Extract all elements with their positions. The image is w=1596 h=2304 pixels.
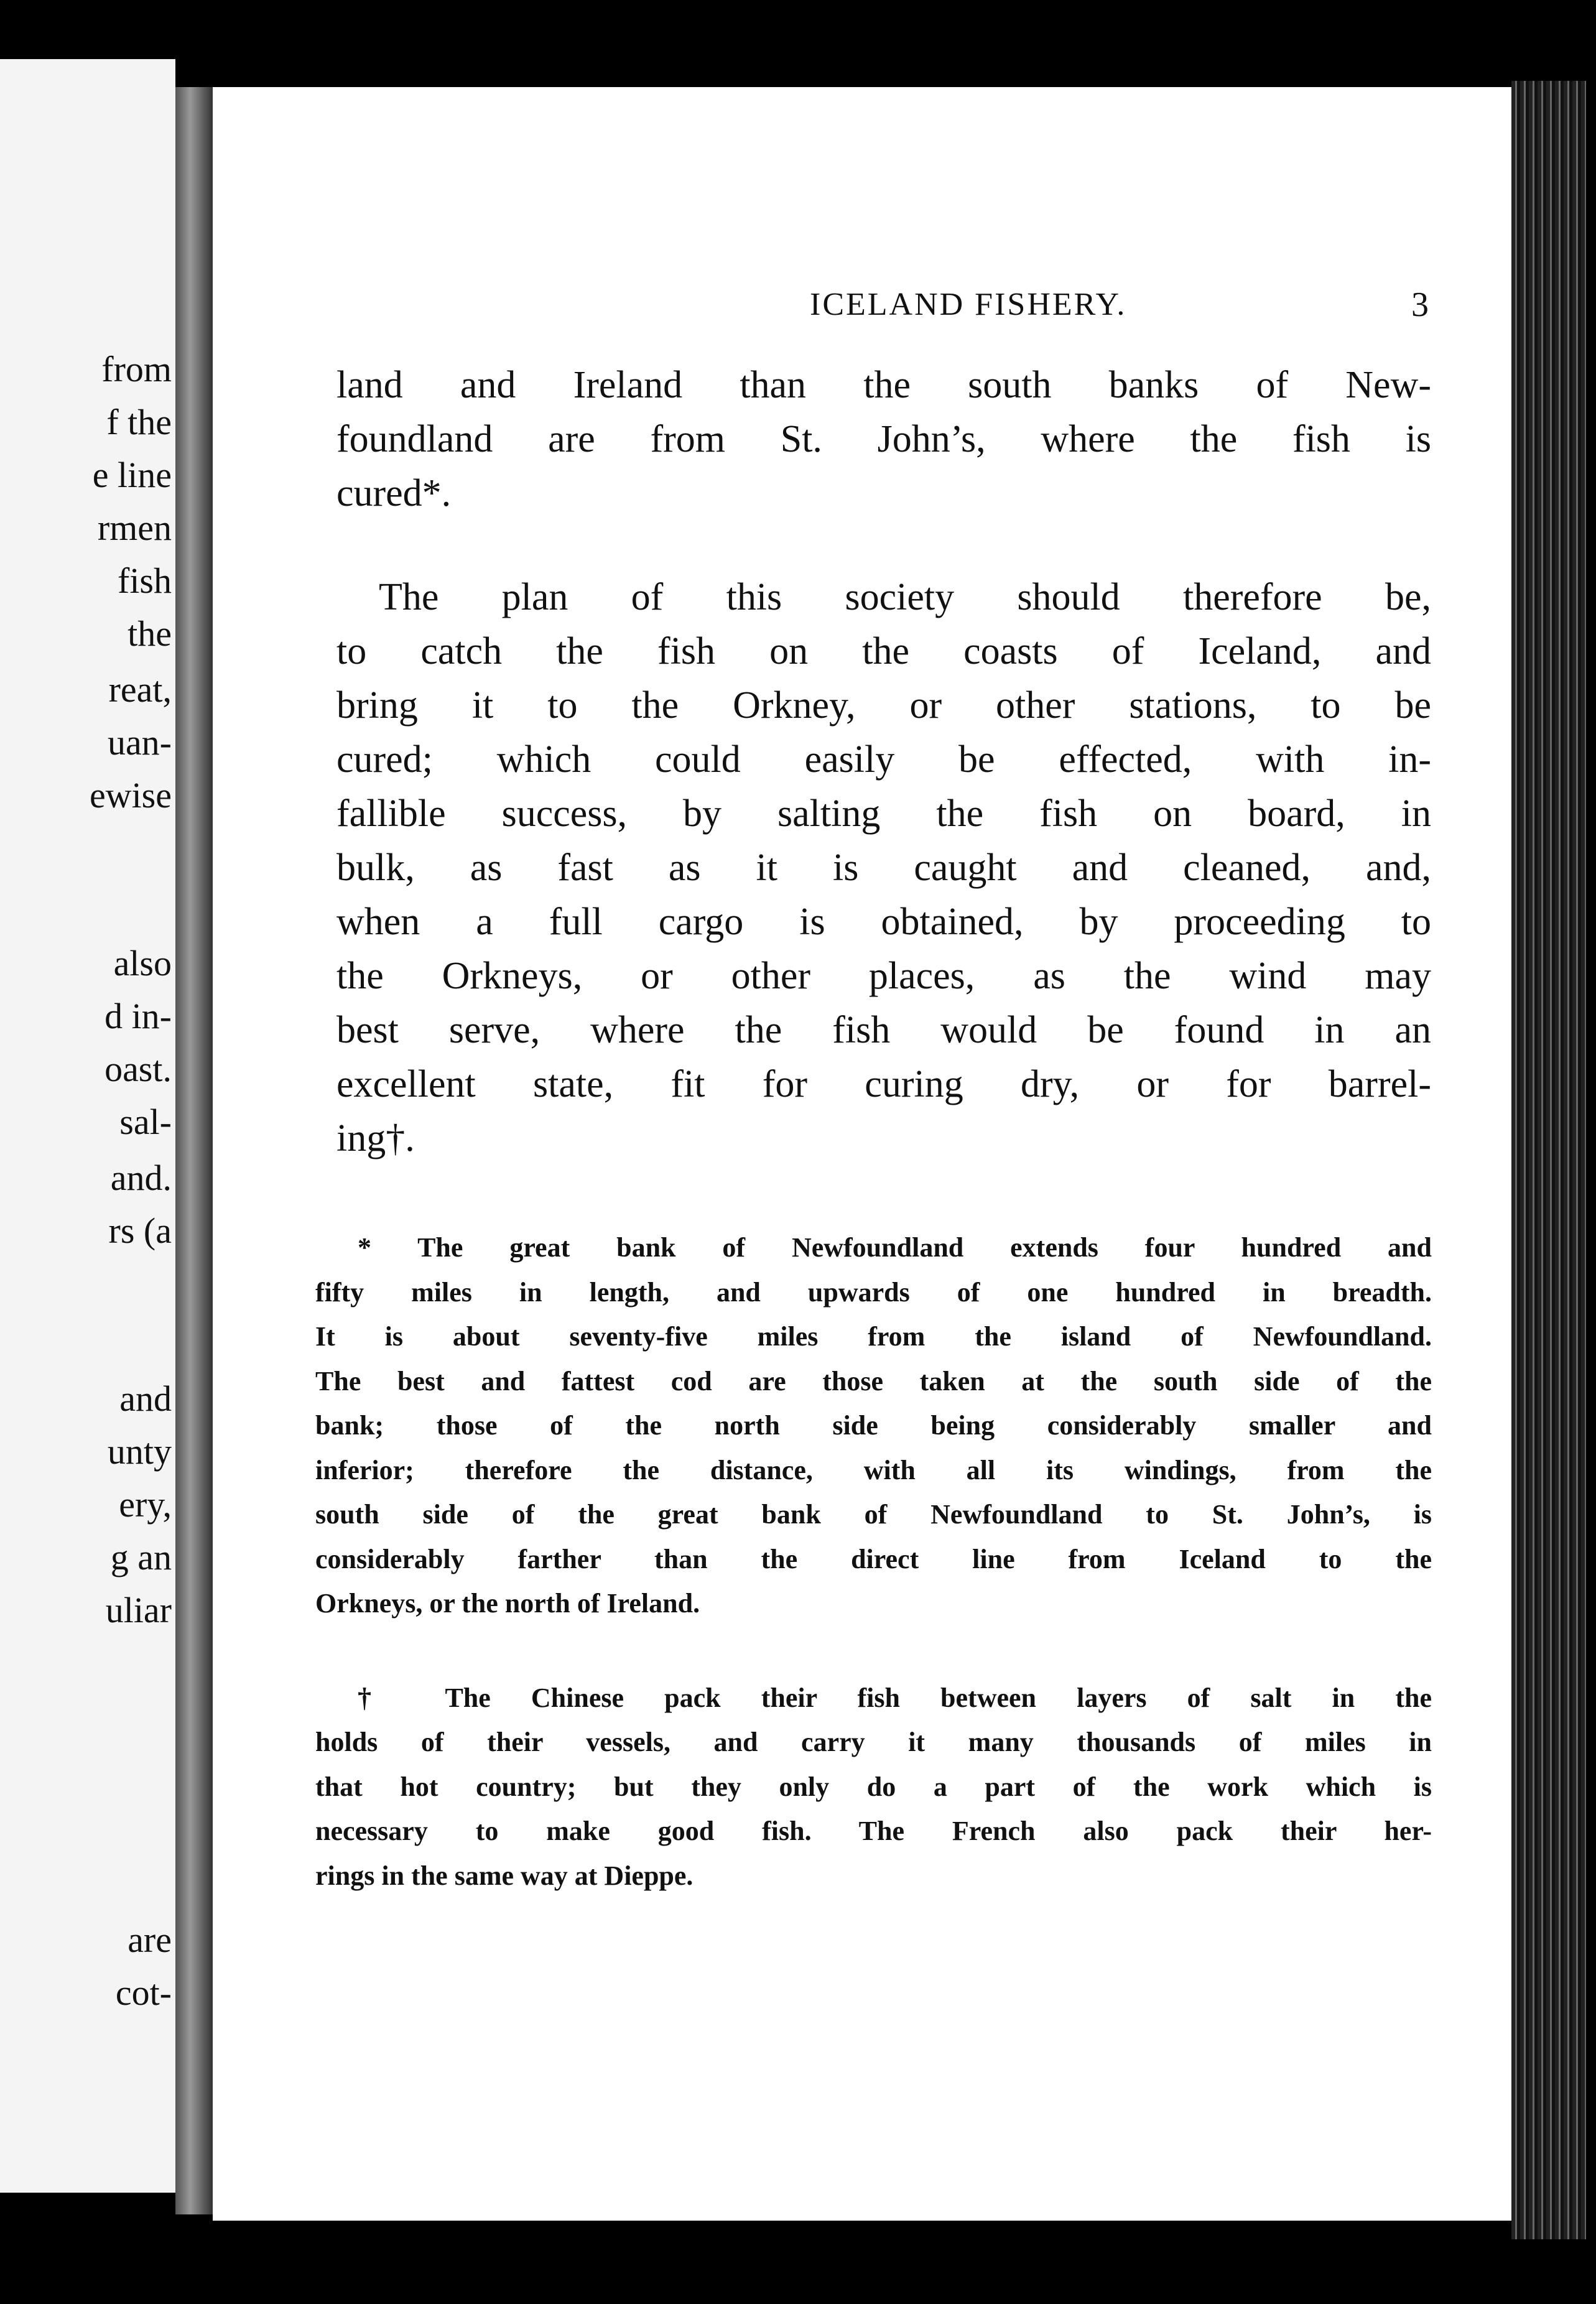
footnote-line: It is about seventy-five miles from the island of Newfoundland. xyxy=(315,1321,1432,1352)
footnote-line: Orkneys, or the north of Ireland. xyxy=(315,1588,700,1619)
left-page-fragment: also xyxy=(113,943,172,983)
left-page-fragment: sal- xyxy=(119,1102,172,1142)
book-gutter xyxy=(175,87,213,2214)
left-page-fragment: cot- xyxy=(115,1972,172,2013)
left-page-fragment: d in- xyxy=(104,996,172,1036)
running-title: ICELAND FISHERY. xyxy=(810,287,1127,322)
text-line: the Orkneys, or other places, as the wind may xyxy=(336,955,1431,997)
left-page-fragment: g an xyxy=(110,1537,172,1577)
running-header xyxy=(597,280,1431,330)
footnote-line: bank; those of the north side being considerably smaller and xyxy=(315,1410,1432,1441)
page-edges xyxy=(1511,81,1586,2239)
footnote-line: * The great bank of Newfoundland extends four hundred and xyxy=(358,1232,1432,1263)
footnote-line: rings in the same way at Dieppe. xyxy=(315,1860,694,1891)
text-line: land and Ireland than the south banks of New- xyxy=(336,364,1431,406)
footnote-line: fifty miles in length, and upwards of one hundred in breadth. xyxy=(315,1276,1432,1308)
left-page-fragment: uliar xyxy=(105,1590,172,1630)
paragraph xyxy=(336,358,1431,521)
text-line: best serve, where the fish would be found in an xyxy=(336,1009,1431,1051)
footnote-line: that hot country; but they only do a part of the work which is xyxy=(315,1771,1432,1802)
text-line: cured; which could easily be effected, with in- xyxy=(336,738,1431,781)
text-line: fallible success, by salting the fish on board, in xyxy=(336,792,1431,835)
left-page-fragment: rmen xyxy=(97,508,172,548)
footnote-line: The best and fattest cod are those taken at the south side of the xyxy=(315,1365,1432,1396)
left-page-fragment: uan- xyxy=(107,722,172,763)
book-page xyxy=(213,87,1511,2221)
page-number: 3 xyxy=(1411,286,1431,324)
text-line: to catch the fish on the coasts of Iceland, and xyxy=(336,630,1431,672)
footnote-line: south side of the great bank of Newfoundland to St. John’s, is xyxy=(315,1499,1432,1530)
body-text xyxy=(336,358,1431,1166)
left-page-fragment: fish xyxy=(118,560,172,601)
text-line: excellent state, fit for curing dry, or for barrel- xyxy=(336,1063,1431,1105)
text-line: The plan of this society should therefore be, xyxy=(379,576,1431,618)
footnote-line: necessary to make good fish. The French also pack their her- xyxy=(315,1816,1432,1846)
footnote xyxy=(315,1676,1432,1898)
footnote-line: holds of their vessels, and carry it many thousands of miles in xyxy=(315,1727,1432,1757)
left-page-fragment: are xyxy=(128,1920,172,1960)
left-page-fragment: f the xyxy=(106,402,172,442)
left-page-fragment: e line xyxy=(92,455,172,495)
footnotes xyxy=(315,1225,1432,1898)
text-line: bulk, as fast as it is caught and cleaned, and, xyxy=(336,847,1431,889)
footnote-line: † The Chinese pack their fish between layers of salt in the xyxy=(358,1682,1432,1713)
text-line: when a full cargo is obtained, by proceeding to xyxy=(336,901,1431,943)
left-page-fragment: ewise xyxy=(89,775,172,815)
left-page-fragment: rs (a xyxy=(108,1210,172,1251)
footnote-line: inferior; therefore the distance, with all its windings, from the xyxy=(315,1454,1432,1485)
left-page-fragment: reat, xyxy=(108,669,172,710)
footnote xyxy=(315,1225,1432,1626)
text-line: ing†. xyxy=(336,1117,415,1159)
text-line: bring it to the Orkney, or other stations, to be xyxy=(336,684,1431,727)
left-page-fragment: the xyxy=(128,613,172,654)
left-page-fragment: unty xyxy=(107,1431,172,1472)
left-page-fragment: ery, xyxy=(119,1484,172,1525)
left-page-fragment: oast. xyxy=(104,1049,172,1089)
text-line: cured*. xyxy=(336,472,452,514)
footnote-line: considerably farther than the direct line from Iceland to the xyxy=(315,1543,1432,1574)
text-line: foundland are from St. John’s, where the fish is xyxy=(336,418,1431,460)
left-page-fragment: from xyxy=(101,349,172,389)
paragraph xyxy=(336,570,1431,1166)
left-facing-page xyxy=(0,59,175,2193)
left-page-fragment: and. xyxy=(110,1158,172,1198)
left-page-fragment: and xyxy=(119,1378,172,1419)
